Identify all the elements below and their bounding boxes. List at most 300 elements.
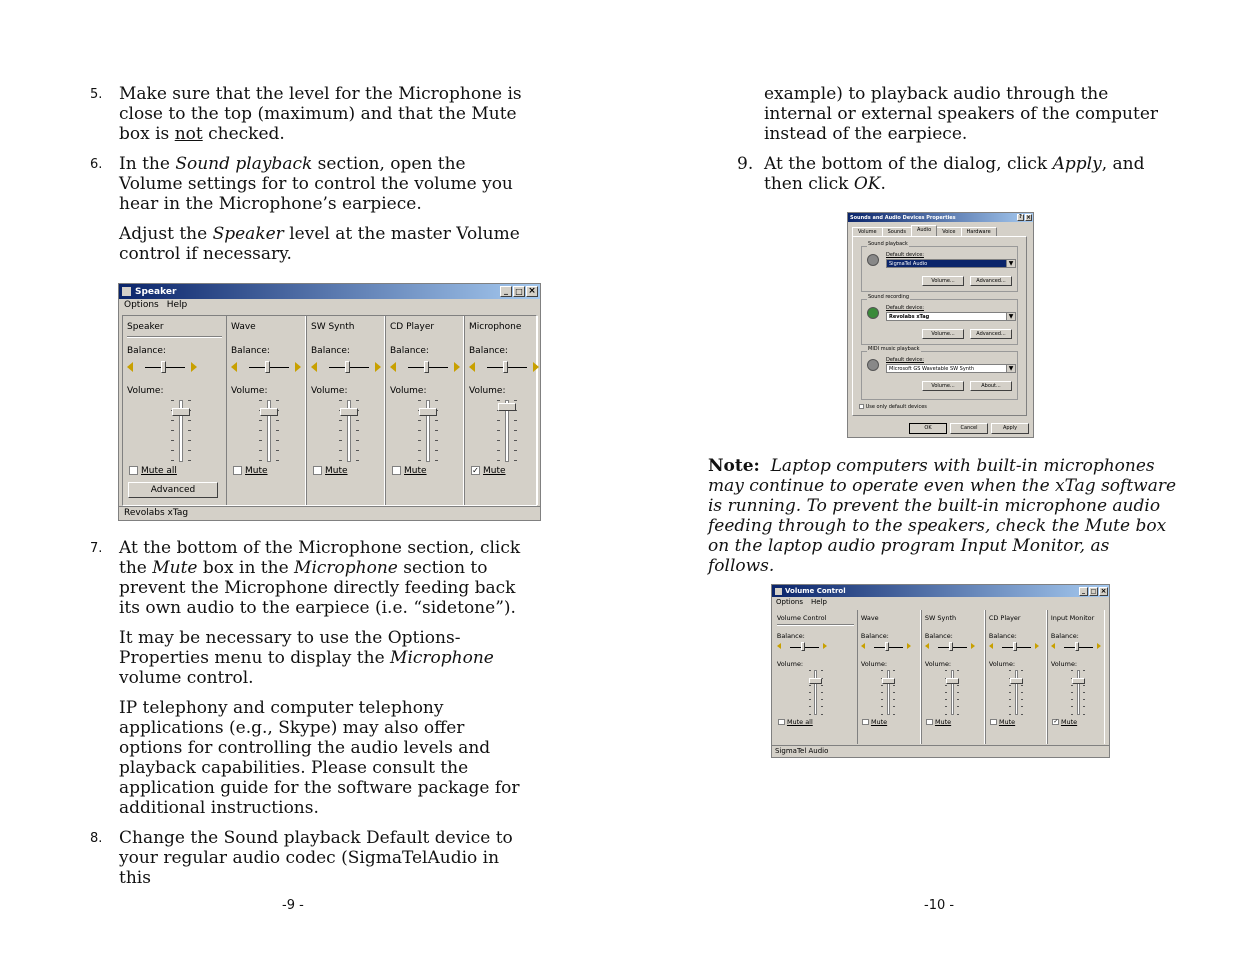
volume-tick — [356, 440, 359, 441]
group-title: Sound recording — [868, 294, 910, 300]
speaker-right-icon — [533, 362, 539, 372]
group-sound-recording — [861, 294, 1018, 345]
mixer-channel-speaker — [123, 316, 226, 505]
volume-tick — [809, 692, 811, 693]
volume-tick — [821, 692, 823, 693]
speaker-left-icon — [311, 362, 317, 372]
volume-tick — [945, 699, 947, 700]
volume-tick — [957, 685, 959, 686]
volume-tick — [1021, 699, 1023, 700]
volume-slider[interactable] — [257, 400, 281, 462]
volume-tick — [1083, 685, 1085, 686]
mute-checkbox[interactable] — [862, 719, 868, 725]
volume-tick — [339, 430, 342, 431]
volume-tick — [356, 460, 359, 461]
volume-tick — [957, 714, 959, 715]
volume-button[interactable]: Volume... — [922, 276, 964, 286]
speaker-left-icon — [1051, 643, 1055, 649]
volume-tick — [1071, 670, 1073, 671]
mute-checkbox[interactable] — [926, 719, 932, 725]
channel-name: Input Monitor — [1050, 614, 1095, 623]
mixer-channel-input-monitor — [1047, 610, 1105, 744]
cancel-button[interactable]: Cancel — [950, 423, 988, 434]
speaker-right-icon — [1097, 643, 1101, 649]
speaker-left-icon — [777, 643, 781, 649]
mixer-channel-wave — [857, 610, 921, 744]
volume-tick — [356, 430, 359, 431]
volume-slider[interactable] — [495, 400, 519, 462]
speaker-right-icon — [191, 362, 197, 372]
about-button[interactable]: About... — [970, 381, 1012, 391]
volume-tick — [1083, 670, 1085, 671]
volume-tick — [821, 714, 823, 715]
mute-checkbox[interactable]: ✓ — [1053, 718, 1059, 725]
mute-label: Mute — [1060, 718, 1078, 726]
mute-control[interactable] — [778, 718, 812, 726]
volume-tick — [259, 430, 262, 431]
volume-thumb[interactable] — [882, 678, 895, 684]
volume-tick — [497, 460, 500, 461]
volume-tick — [1009, 714, 1011, 715]
advanced-button[interactable]: Advanced — [128, 482, 218, 498]
group-midi-music-playback — [861, 346, 1018, 400]
balance-slider[interactable] — [231, 360, 303, 374]
volume-tick — [259, 460, 262, 461]
volume-thumb[interactable] — [1072, 678, 1085, 684]
mute-label: Mute — [870, 718, 888, 726]
speaker-left-icon — [861, 643, 865, 649]
close-icon[interactable]: × — [1026, 214, 1032, 221]
sound-props-title: Sounds and Audio Devices Properties — [850, 214, 956, 221]
chevron-down-icon: ▼ — [1006, 260, 1015, 267]
volume-tick — [276, 440, 279, 441]
volume-button[interactable]: Volume... — [922, 329, 964, 339]
balance-thumb[interactable] — [1013, 642, 1017, 651]
volume-tick — [1021, 670, 1023, 671]
step-9: 9. At the bottom of the dialog, click Apply, and then click OK. — [737, 154, 1145, 194]
balance-slider[interactable] — [925, 642, 983, 652]
volume-tick — [893, 670, 895, 671]
step-6-detail: Adjust the Speaker level at the master Volume control if necessary. — [119, 224, 520, 264]
volume-label: Volume: — [469, 386, 506, 396]
volume-tick — [259, 420, 262, 421]
volume-tick — [821, 699, 823, 700]
volume-tick — [1021, 714, 1023, 715]
balance-slider[interactable] — [861, 642, 919, 652]
mute-label: Mute — [934, 718, 952, 726]
volume-tick — [356, 400, 359, 401]
volume-thumb[interactable] — [946, 678, 959, 684]
group-title: Sound playback — [868, 241, 908, 247]
volume-button[interactable]: Volume... — [922, 381, 964, 391]
volume-tick — [809, 714, 811, 715]
step-8: 8. Change the Sound playback Default device to your regular audio codec (SigmaTelAudio in this — [90, 828, 513, 888]
volume-label: Volume: — [924, 660, 952, 669]
volume-tick — [188, 420, 191, 421]
balance-label: Balance: — [924, 631, 953, 640]
sound-props-title-bar[interactable] — [848, 213, 1033, 222]
volume-tick — [171, 440, 174, 441]
balance-thumb[interactable] — [503, 361, 508, 373]
tab-hardware[interactable]: Hardware — [961, 227, 997, 237]
mute-checkbox[interactable] — [129, 466, 138, 475]
midi-icon — [867, 359, 879, 371]
volume-slider[interactable] — [416, 400, 440, 462]
mixer-channel-microphone — [464, 316, 538, 505]
balance-slider[interactable] — [390, 360, 461, 374]
balance-thumb[interactable] — [161, 361, 166, 373]
channel-name: Wave — [231, 322, 256, 332]
balance-label: Balance: — [776, 631, 805, 640]
volume-tick — [339, 450, 342, 451]
volume-thumb[interactable] — [1010, 678, 1023, 684]
volume-tick — [957, 706, 959, 707]
volume-label: Volume: — [127, 386, 164, 396]
volume-thumb[interactable] — [172, 408, 190, 416]
chevron-down-icon: ▼ — [1006, 365, 1015, 372]
mute-control[interactable] — [471, 466, 506, 476]
mute-label: Mute — [404, 466, 427, 476]
device-name: SigmaTel Audio — [889, 261, 928, 267]
volume-tick — [276, 450, 279, 451]
mute-control[interactable] — [1052, 718, 1077, 726]
page-number-right: -10 - — [924, 898, 955, 913]
mute-control[interactable] — [926, 718, 951, 726]
volume-thumb[interactable] — [498, 403, 516, 411]
volume-slider[interactable] — [944, 670, 961, 715]
volume-tick — [1009, 670, 1011, 671]
step-7-detail-2: IP telephony and computer telephony applications (e.g., Skype) may also offer options for controlling the audio levels and playback capabilities. Please consult the application guide for the software package for additional instructions. — [119, 698, 520, 818]
balance-slider[interactable] — [469, 360, 535, 374]
volume-tick — [356, 450, 359, 451]
menu-options[interactable]: Options — [124, 300, 159, 310]
mixer-channel-sw-synth — [306, 316, 385, 505]
mixer-channel-cd-player — [385, 316, 464, 505]
minimize-icon[interactable]: _ — [500, 286, 512, 297]
channel-divider — [777, 624, 854, 626]
volume-slider[interactable] — [337, 400, 361, 462]
volume-slider[interactable] — [169, 400, 193, 462]
tab-audio[interactable]: Audio — [911, 225, 937, 237]
balance-thumb[interactable] — [345, 361, 350, 373]
volume-label: Volume: — [311, 386, 348, 396]
mute-control[interactable] — [129, 466, 177, 476]
advanced-button[interactable]: Advanced... — [970, 276, 1012, 286]
volume-tick — [356, 420, 359, 421]
device-dropdown[interactable] — [886, 312, 1016, 321]
volume-slider[interactable] — [807, 670, 824, 715]
balance-thumb[interactable] — [424, 361, 429, 373]
balance-label: Balance: — [231, 346, 270, 356]
mute-checkbox[interactable] — [990, 719, 996, 725]
volume-slider[interactable] — [1070, 670, 1087, 715]
balance-slider[interactable] — [311, 360, 382, 374]
tab-voice[interactable]: Voice — [936, 227, 961, 237]
channel-name: Microphone — [469, 322, 522, 332]
group-sound-playback — [861, 241, 1018, 292]
mute-checkbox[interactable] — [392, 466, 401, 475]
mute-checkbox[interactable] — [313, 466, 322, 475]
volume-tick — [945, 670, 947, 671]
minimize-icon[interactable]: _ — [1079, 587, 1088, 596]
device-name: Revolabs xTag — [889, 314, 930, 320]
mixer-channel-wave — [226, 316, 306, 505]
volume-tick — [945, 692, 947, 693]
volume-tick — [957, 699, 959, 700]
tab-sounds[interactable]: Sounds — [882, 227, 912, 237]
speaker-right-icon — [454, 362, 460, 372]
volume-label: Volume: — [390, 386, 427, 396]
volume-control-window — [771, 584, 1110, 758]
volume-tick — [188, 430, 191, 431]
balance-label: Balance: — [469, 346, 508, 356]
volume-tick — [893, 692, 895, 693]
volume-tick — [339, 400, 342, 401]
volume-tick — [497, 450, 500, 451]
volume-tick — [514, 420, 517, 421]
note-text: Laptop computers with built-in microphones may continue to operate even when the xTag software is running. To prevent the built-in microphone audio feeding through to the speakers, check the Mute box on the laptop audio program Input Monitor, as follows. — [708, 456, 1177, 576]
volume-tick — [1021, 706, 1023, 707]
step-7-detail-1: It may be necessary to use the Options-Properties menu to display the Microphone volume control. — [119, 628, 494, 688]
volume-tick — [259, 400, 262, 401]
mute-label: Mute — [998, 718, 1016, 726]
mute-control[interactable] — [233, 466, 268, 476]
default-device-label: Default device: — [886, 305, 924, 311]
balance-thumb[interactable] — [885, 642, 889, 651]
step-7: 7. At the bottom of the Microphone section, click the Mute box in the Microphone section to prevent the Microphone directly feeding back its own audio to the earpiece (i.e. “sidetone”). — [90, 538, 521, 618]
volume-tick — [276, 430, 279, 431]
channel-name: SW Synth — [311, 322, 355, 332]
volume-label: Volume: — [860, 660, 888, 669]
dialog-buttons — [906, 423, 1029, 434]
balance-slider[interactable] — [777, 642, 854, 652]
volume-tick — [1009, 699, 1011, 700]
speaker-right-icon — [907, 643, 911, 649]
volume-tick — [418, 460, 421, 461]
help-icon[interactable]: ? — [1017, 214, 1024, 221]
mute-checkbox[interactable]: ✓ — [472, 466, 479, 475]
note-block — [708, 456, 1178, 576]
mute-control[interactable] — [990, 718, 1015, 726]
volume-tick — [276, 460, 279, 461]
volume-tick — [188, 450, 191, 451]
volume-tick — [259, 450, 262, 451]
volume-tick — [881, 670, 883, 671]
mute-label: Mute — [483, 466, 506, 476]
page-number-left: -9 - — [282, 898, 304, 913]
mute-control[interactable] — [313, 466, 348, 476]
volume-tick — [957, 692, 959, 693]
volume-tick — [881, 685, 883, 686]
default-device-label: Default device: — [886, 252, 924, 258]
volume-tick — [435, 400, 438, 401]
mixer-channel-volume-control — [774, 610, 857, 744]
menu-help[interactable]: Help — [166, 300, 188, 310]
speaker-right-icon — [823, 643, 827, 649]
volume-tick — [497, 400, 500, 401]
step-8-continued: example) to playback audio through the internal or external speakers of the computer instead of the earpiece. — [764, 84, 1159, 144]
balance-slider[interactable] — [127, 360, 222, 374]
volume-tick — [188, 400, 191, 401]
speaker-window-title: Speaker — [135, 286, 177, 297]
use-default-devices[interactable]: Use only default devices — [859, 404, 927, 410]
volume-label: Volume: — [1050, 660, 1078, 669]
volume-tick — [809, 699, 811, 700]
volume-tick — [945, 706, 947, 707]
maximize-icon[interactable]: □ — [513, 286, 525, 297]
volume-tick — [276, 420, 279, 421]
volume-control-title-bar[interactable] — [772, 585, 1109, 597]
balance-label: Balance: — [127, 346, 166, 356]
volume-tick — [1071, 685, 1073, 686]
left-page-text-lower — [90, 538, 530, 898]
volume-label: Volume: — [988, 660, 1016, 669]
volume-thumb[interactable] — [809, 678, 822, 684]
menu-options[interactable]: Options — [776, 598, 804, 606]
balance-label: Balance: — [860, 631, 889, 640]
volume-control-channels — [774, 610, 1105, 744]
volume-tick — [435, 460, 438, 461]
device-dropdown[interactable] — [886, 364, 1016, 373]
volume-tick — [435, 450, 438, 451]
mute-label: Mute — [325, 466, 348, 476]
volume-tick — [188, 440, 191, 441]
volume-tick — [821, 706, 823, 707]
volume-slider[interactable] — [880, 670, 897, 715]
volume-tick — [514, 460, 517, 461]
speaker-left-icon — [925, 643, 929, 649]
use-default-checkbox[interactable] — [859, 404, 864, 409]
menu-help[interactable]: Help — [811, 598, 827, 606]
speaker-left-icon — [469, 362, 475, 372]
speaker-left-icon — [390, 362, 396, 372]
speaker-right-icon — [1035, 643, 1039, 649]
close-icon[interactable]: × — [1100, 586, 1107, 595]
volume-thumb[interactable] — [340, 408, 358, 416]
balance-slider[interactable] — [989, 642, 1045, 652]
audio-tab-panel — [852, 236, 1027, 416]
volume-tick — [276, 400, 279, 401]
volume-tick — [418, 400, 421, 401]
volume-tick — [893, 685, 895, 686]
maximize-icon[interactable]: □ — [1090, 587, 1097, 595]
speaker-left-icon — [231, 362, 237, 372]
volume-tick — [497, 430, 500, 431]
volume-thumb[interactable] — [419, 408, 437, 416]
volume-tick — [171, 430, 174, 431]
volume-tick — [514, 400, 517, 401]
speaker-left-icon — [989, 643, 993, 649]
volume-tick — [1083, 692, 1085, 693]
volume-tick — [418, 420, 421, 421]
volume-tick — [1009, 692, 1011, 693]
volume-tick — [339, 440, 342, 441]
balance-slider[interactable] — [1051, 642, 1103, 652]
mute-control[interactable] — [392, 466, 427, 476]
balance-thumb[interactable] — [949, 642, 953, 651]
volume-tick — [1083, 699, 1085, 700]
balance-thumb[interactable] — [265, 361, 270, 373]
volume-tick — [339, 460, 342, 461]
volume-tick — [945, 685, 947, 686]
volume-tick — [171, 400, 174, 401]
balance-label: Balance: — [390, 346, 429, 356]
mute-control[interactable] — [862, 718, 887, 726]
channel-name: SW Synth — [924, 614, 957, 623]
volume-tick — [893, 714, 895, 715]
speaker-title-bar[interactable] — [119, 284, 540, 299]
speaker-status-bar: Revolabs xTag — [119, 506, 540, 520]
volume-tick — [821, 670, 823, 671]
volume-tick — [1083, 706, 1085, 707]
volume-tick — [1009, 685, 1011, 686]
volume-tick — [497, 440, 500, 441]
speaker-mixer-window — [118, 283, 541, 521]
mixer-app-icon — [775, 588, 782, 595]
volume-tick — [1071, 692, 1073, 693]
volume-tick — [171, 420, 174, 421]
balance-thumb[interactable] — [801, 642, 805, 651]
volume-control-title: Volume Control — [785, 587, 846, 595]
channel-name: Speaker — [127, 322, 164, 332]
step-6: 6. In the Sound playback section, open the Volume settings for to control the volume you hear in the Microphone’s earpiece. — [90, 154, 513, 214]
volume-tick — [809, 706, 811, 707]
close-icon[interactable]: × — [526, 286, 538, 297]
balance-thumb[interactable] — [1075, 642, 1079, 651]
volume-tick — [188, 460, 191, 461]
speaker-right-icon — [375, 362, 381, 372]
device-name: Microsoft GS Wavetable SW Synth — [889, 366, 975, 372]
volume-tick — [957, 670, 959, 671]
volume-tick — [881, 692, 883, 693]
group-title: MIDI music playback — [868, 346, 920, 352]
volume-tick — [1021, 692, 1023, 693]
volume-tick — [809, 670, 811, 671]
mixer-channel-sw-synth — [921, 610, 985, 744]
tab-volume[interactable]: Volume — [852, 227, 883, 237]
volume-slider[interactable] — [1008, 670, 1025, 715]
channel-name: CD Player — [390, 322, 435, 332]
speaker-right-icon — [971, 643, 975, 649]
advanced-button[interactable]: Advanced... — [970, 329, 1012, 339]
volume-tick — [1071, 714, 1073, 715]
ok-button[interactable]: OK — [909, 423, 947, 434]
channel-name: Wave — [860, 614, 879, 623]
volume-tick — [893, 706, 895, 707]
volume-tick — [259, 440, 262, 441]
speaker-icon — [867, 254, 879, 266]
note-label: Note: — [708, 456, 760, 476]
volume-tick — [435, 430, 438, 431]
volume-tick — [893, 699, 895, 700]
volume-tick — [881, 699, 883, 700]
volume-tick — [821, 685, 823, 686]
volume-tick — [881, 714, 883, 715]
speaker-channels — [122, 315, 537, 506]
volume-thumb[interactable] — [260, 408, 278, 416]
volume-tick — [1083, 714, 1085, 715]
volume-label: Volume: — [776, 660, 804, 669]
volume-tick — [171, 460, 174, 461]
step-5: 5. Make sure that the level for the Microphone is close to the top (maximum) and that the Mute box is not checked. — [90, 84, 522, 144]
mute-checkbox[interactable] — [233, 466, 242, 475]
volume-tick — [418, 440, 421, 441]
mute-checkbox[interactable] — [778, 719, 784, 725]
apply-button[interactable]: Apply — [991, 423, 1029, 434]
volume-tick — [497, 420, 500, 421]
device-dropdown[interactable] — [886, 259, 1016, 268]
volume-tick — [1009, 706, 1011, 707]
